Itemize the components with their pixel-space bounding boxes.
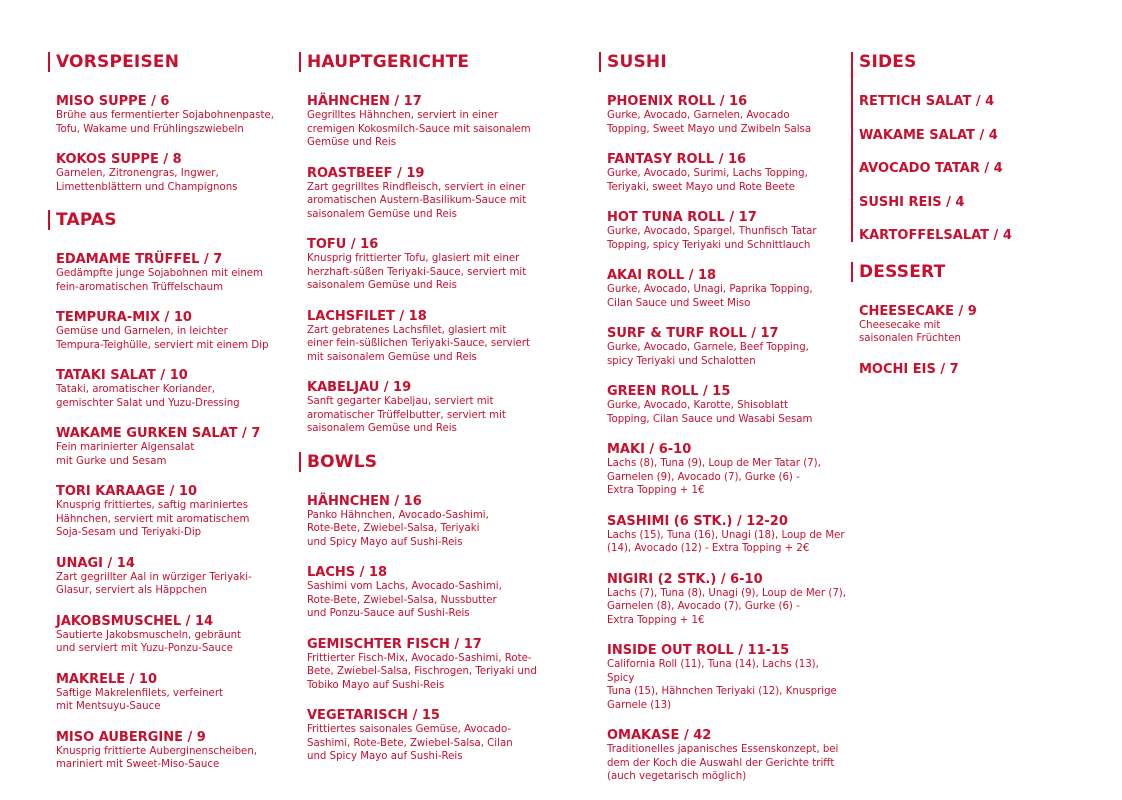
description-line: fein-aromatischen Trüffelschaum	[56, 281, 224, 293]
description-line: Gurke, Avocado, Garnele, Beef Topping,	[607, 342, 809, 353]
item-name: AKAI ROLL / 18	[607, 268, 717, 283]
item-name: TOFU / 16	[307, 237, 379, 252]
item-name: TATAKI SALAT / 10	[56, 368, 188, 383]
description-line: Gurke, Avocado, Spargel, Thunfisch Tatar	[607, 226, 817, 237]
description-line: Gegrilltes Hähnchen, serviert in einer	[307, 110, 499, 121]
menu-item	[56, 310, 288, 352]
description-line: Teriyaki, sweet Mayo und Rote Beete	[607, 181, 795, 193]
item-description	[56, 571, 288, 598]
menu-item	[307, 94, 589, 150]
menu-item	[56, 252, 288, 294]
description-line: Zart gebratenes Lachsfilet, glasiert mit	[307, 324, 507, 336]
item-description	[56, 325, 288, 352]
column-2	[299, 52, 589, 780]
side-item: KARTOFFELSALAT / 4	[859, 228, 1012, 243]
menu-item	[307, 565, 589, 621]
item-name: GEMISCHTER FISCH / 17	[307, 636, 482, 652]
description-line: gemischter Salat und Yuzu-Dressing	[56, 397, 240, 409]
item-description	[607, 341, 849, 368]
item-name: HÄHNCHEN / 16	[307, 493, 422, 509]
description-line: Topping, Sweet Mayo und Zwibeln Salsa	[607, 123, 812, 135]
description-line: spicy Teriyaki und Schalotten	[607, 355, 756, 367]
description-line: Limettenblättern und Champignons	[56, 181, 238, 193]
item-name: KABELJAU / 19	[307, 380, 412, 395]
section-title: HAUPTGERICHTE	[307, 52, 470, 72]
item-list	[56, 252, 288, 772]
item-description	[307, 509, 589, 550]
menu-item	[607, 514, 849, 556]
section-title: DESSERT	[859, 261, 946, 282]
description-line: saisonalem Gemüse und Reis	[307, 280, 457, 291]
description-line: (auch vegetarisch möglich)	[607, 771, 747, 782]
description-line: Tofu, Wakame und Frühlingszwiebeln	[56, 123, 244, 135]
description-line: und serviert mit Yuzu-Ponzu-Sauce	[56, 643, 233, 654]
menu-item	[607, 268, 849, 310]
menu-item	[307, 380, 589, 436]
item-description	[56, 267, 288, 294]
item-description	[607, 658, 849, 712]
item-name: NIGIRI (2 STK.) / 6-10	[607, 571, 763, 587]
description-line: und Spicy Mayo auf Sushi-Reis	[307, 751, 463, 762]
item-name: HOT TUNA ROLL / 17	[607, 210, 757, 225]
menu-item	[56, 556, 288, 598]
item-name: UNAGI / 14	[56, 555, 135, 571]
menu-item	[307, 309, 589, 365]
item-description	[607, 283, 849, 310]
item-name: ROASTBEEF / 19	[307, 165, 425, 181]
side-item: RETTICH SALAT / 4	[859, 94, 995, 109]
menu-item	[307, 708, 589, 764]
menu-item	[859, 362, 1081, 377]
menu-item	[56, 94, 288, 136]
description-line: saisonalem Gemüse und Reis	[307, 423, 457, 434]
item-description	[56, 687, 288, 714]
item-list	[859, 304, 1081, 377]
item-description	[607, 457, 849, 498]
description-line: Extra Topping + 1€	[607, 614, 705, 626]
description-line: Gurke, Avocado, Unagi, Paprika Topping,	[607, 284, 813, 295]
description-line: Gurke, Avocado, Karotte, Shisoblatt	[607, 400, 788, 411]
description-line: Lachs (8), Tuna (9), Loup de Mer Tatar (7),	[607, 458, 821, 469]
description-line: Saftige Makrelenfilets, verfeinert	[56, 687, 224, 699]
description-line: dem der Koch die Auswahl der Gerichte trifft	[607, 757, 835, 769]
item-name: LACHSFILET / 18	[307, 308, 427, 324]
description-line: Knusprig frittiertes, saftig mariniertes	[56, 500, 249, 511]
item-description	[56, 441, 288, 468]
menu-item	[607, 326, 849, 368]
item-description	[307, 324, 589, 365]
description-line: aromatischer Trüffelbutter, serviert mit	[307, 409, 506, 421]
description-line: Panko Hähnchen, Avocado-Sashimi,	[307, 509, 489, 521]
description-line: Tobiko Mayo auf Sushi-Reis	[307, 679, 445, 691]
item-description	[307, 109, 589, 150]
item-description	[56, 745, 288, 772]
description-line: Sautierte Jakobsmuscheln, gebräunt	[56, 629, 242, 641]
description-line: Hähnchen, serviert mit aromatischem	[56, 513, 250, 525]
item-name: TORI KARAAGE / 10	[56, 484, 198, 499]
menu-item	[307, 637, 589, 693]
section-bowls	[299, 452, 589, 764]
item-name: SURF & TURF ROLL / 17	[607, 326, 779, 341]
item-list	[307, 494, 589, 764]
section-vorspeisen	[48, 52, 288, 194]
description-line: Garnele (13)	[607, 699, 672, 711]
item-name: INSIDE OUT ROLL / 11-15	[607, 643, 790, 658]
description-line: mit Mentsuyu-Sauce	[56, 701, 161, 712]
item-description	[307, 652, 589, 693]
description-line: Gurke, Avocado, Surimi, Lachs Topping,	[607, 168, 808, 179]
item-name: GREEN ROLL / 15	[607, 384, 731, 399]
description-line: Lachs (15), Tuna (16), Unagi (18), Loup de Mer	[607, 529, 845, 541]
description-line: und Ponzu-Sauce auf Sushi-Reis	[307, 608, 470, 619]
item-name: CHEESECAKE / 9	[859, 303, 977, 319]
description-line: saisonalem Gemüse und Reis	[307, 208, 457, 220]
item-name: SASHIMI (6 STK.) / 12-20	[607, 513, 788, 529]
column-1	[48, 52, 288, 788]
menu-item	[307, 494, 589, 550]
item-list	[56, 94, 288, 194]
description-line: mariniert mit Sweet-Miso-Sauce	[56, 759, 220, 770]
section-sushi	[599, 52, 849, 784]
description-line: Sashimi, Rote-Bete, Zwiebel-Salsa, Cilan	[307, 737, 513, 749]
description-line: Sanft gegarter Kabeljau, serviert mit	[307, 396, 494, 407]
description-line: aromatischen Austern-Basilikum-Sauce mit	[307, 195, 527, 206]
description-line: Knusprig frittierte Auberginenscheiben,	[56, 745, 258, 757]
item-name: VEGETARISCH / 15	[307, 708, 440, 723]
item-list	[307, 94, 589, 436]
description-line: Rote-Bete, Zwiebel-Salsa, Nussbutter	[307, 594, 497, 606]
description-line: Sashimi vom Lachs, Avocado-Sashimi,	[307, 581, 502, 592]
item-description	[607, 167, 849, 194]
menu-item	[607, 643, 849, 712]
menu-item	[56, 368, 288, 410]
item-name: HÄHNCHEN / 17	[307, 94, 422, 109]
menu-item	[56, 426, 288, 468]
item-description	[56, 629, 288, 656]
menu-item	[607, 572, 849, 628]
description-line: Soja-Sesam und Teriyaki-Dip	[56, 527, 202, 538]
menu-item	[607, 442, 849, 498]
description-line: Topping, Cilan Sauce und Wasabi Sesam	[607, 413, 813, 425]
description-line: (14), Avocado (12) - Extra Topping + 2€	[607, 543, 810, 554]
description-line: Tuna (15), Hähnchen Teriyaki (12), Knusprige	[607, 686, 837, 697]
column-3	[599, 52, 849, 800]
description-line: Bete, Zwiebel-Salsa, Fischrogen, Teriyaki und	[307, 666, 537, 677]
description-line: Gemüse und Reis	[307, 137, 397, 148]
description-line: Knusprig frittierter Tofu, glasiert mit einer	[307, 253, 520, 264]
description-line: Rote-Bete, Zwiebel-Salsa, Teriyaki	[307, 523, 480, 534]
description-line: Tempura-Teighülle, serviert mit einem Dip	[56, 339, 269, 351]
item-description	[607, 399, 849, 426]
item-name: MAKI / 6-10	[607, 442, 692, 457]
description-line: mit Gurke und Sesam	[56, 455, 167, 467]
item-name: MAKRELE / 10	[56, 671, 158, 687]
item-name: MISO SUPPE / 6	[56, 94, 170, 109]
description-line: Cilan Sauce und Sweet Miso	[607, 297, 751, 309]
item-description	[607, 587, 849, 628]
item-description	[56, 499, 288, 540]
item-description	[307, 395, 589, 436]
item-name: JAKOBSMUSCHEL / 14	[56, 613, 214, 629]
item-name: EDAMAME TRÜFFEL / 7	[56, 252, 223, 267]
side-item: WAKAME SALAT / 4	[859, 127, 998, 143]
menu-item	[607, 152, 849, 194]
menu-item	[607, 210, 849, 252]
description-line: Garnelen, Zitronengras, Ingwer,	[56, 168, 219, 179]
description-line: Cheesecake mit	[859, 319, 941, 331]
section-title: SUSHI	[607, 52, 667, 72]
description-line: Topping, spicy Teriyaki und Schnittlauch	[607, 239, 811, 251]
section-title: VORSPEISEN	[56, 52, 180, 72]
description-line: Lachs (7), Tuna (8), Unagi (9), Loup de Mer (7),	[607, 587, 847, 599]
item-name: MOCHI EIS / 7	[859, 361, 959, 377]
description-line: und Spicy Mayo auf Sushi-Reis	[307, 536, 463, 548]
description-line: Frittiertes saisonales Gemüse, Avocado-	[307, 724, 512, 735]
menu-item	[56, 484, 288, 540]
item-name: PHOENIX ROLL / 16	[607, 94, 748, 109]
item-description	[307, 723, 589, 764]
section-hauptgerichte	[299, 52, 589, 436]
item-name: WAKAME GURKEN SALAT / 7	[56, 426, 261, 441]
description-line: Garnelen (9), Avocado (7), Gurke (6) -	[607, 471, 800, 483]
description-line: Brühe aus fermentierter Sojabohnenpaste,	[56, 110, 274, 121]
description-line: Traditionelles japanisches Essenskonzept, bei	[607, 744, 839, 755]
side-item: SUSHI REIS / 4	[859, 194, 965, 210]
description-line: Extra Topping + 1€	[607, 485, 705, 496]
description-line: Garnelen (8), Avocado (7), Gurke (6) -	[607, 601, 800, 612]
side-item: AVOCADO TATAR / 4	[859, 161, 1003, 176]
item-list	[607, 94, 849, 784]
description-line: Gurke, Avocado, Garnelen, Avocado	[607, 110, 790, 121]
menu-item	[307, 237, 589, 293]
description-line: saisonalen Früchten	[859, 333, 961, 344]
item-description	[607, 225, 849, 252]
menu-item	[307, 166, 589, 222]
section-dessert	[851, 262, 1081, 377]
item-description	[607, 109, 849, 136]
item-description	[307, 580, 589, 621]
description-line: mit saisonalem Gemüse und Reis	[307, 351, 477, 363]
menu-item	[607, 94, 849, 136]
section-title: SIDES	[859, 52, 917, 72]
sides-list	[859, 94, 1081, 243]
menu-item	[56, 152, 288, 194]
section-sides	[851, 52, 1081, 243]
description-line: Zart gegrillter Aal in würziger Teriyaki-	[56, 571, 252, 583]
description-line: Gemüse und Garnelen, in leichter	[56, 326, 228, 337]
menu-item	[859, 304, 1081, 346]
menu-item	[56, 614, 288, 656]
item-description	[56, 109, 288, 136]
menu-item	[607, 728, 849, 784]
item-name: LACHS / 18	[307, 565, 388, 580]
description-line: Fein marinierter Algensalat	[56, 442, 195, 453]
item-name: TEMPURA-MIX / 10	[56, 310, 192, 325]
description-line: Tataki, aromatischer Koriander,	[56, 384, 215, 395]
item-name: FANTASY ROLL / 16	[607, 152, 747, 167]
item-description	[859, 319, 1081, 346]
menu-item	[607, 384, 849, 426]
item-name: KOKOS SUPPE / 8	[56, 152, 182, 167]
description-line: Gedämpfte junge Sojabohnen mit einem	[56, 268, 263, 279]
description-line: herzhaft-süßen Teriyaki-Sauce, serviert mit	[307, 266, 527, 278]
item-description	[607, 743, 849, 784]
description-line: Zart gegrilltes Rindfleisch, serviert in einer	[307, 181, 526, 193]
description-line: einer fein-süßlichen Teriyaki-Sauce, serviert	[307, 338, 530, 349]
item-name: OMAKASE / 42	[607, 728, 712, 743]
item-description	[307, 252, 589, 293]
item-description	[56, 167, 288, 194]
item-description	[56, 383, 288, 410]
item-description	[607, 529, 849, 556]
menu-item	[56, 730, 288, 772]
description-line: cremigen Kokosmilch-Sauce mit saisonalem	[307, 123, 531, 135]
description-line: Glasur, serviert als Häppchen	[56, 585, 207, 596]
section-title: TAPAS	[56, 210, 117, 230]
description-line: Frittierter Fisch-Mix, Avocado-Sashimi, Rote-	[307, 652, 532, 664]
section-tapas	[48, 210, 288, 772]
description-line: California Roll (11), Tuna (14), Lachs (13), Spicy	[607, 659, 819, 684]
column-4	[851, 52, 1081, 393]
section-title: BOWLS	[307, 451, 378, 472]
item-description	[307, 181, 589, 222]
item-name: MISO AUBERGINE / 9	[56, 729, 206, 745]
menu-item	[56, 672, 288, 714]
